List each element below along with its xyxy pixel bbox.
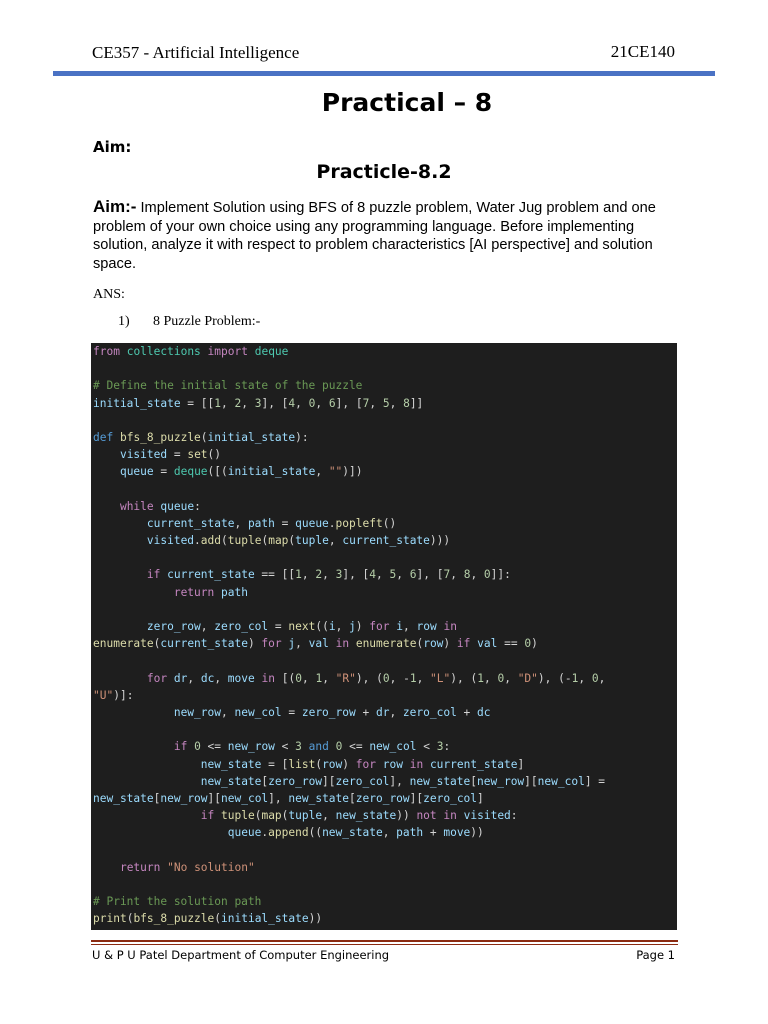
code-line: if current_state == [[1, 2, 3], [4, 5, 6], [7, 8, 0]]: (146, 568, 511, 582)
student-id: 21CE140 (610, 42, 675, 61)
code-line: queue = deque([(initial_state, "")]) (119, 465, 363, 479)
footer-divider-thin (91, 944, 678, 945)
code-line: def bfs_8_puzzle(initial_state): (93, 430, 309, 444)
code-line (93, 652, 675, 669)
code-line: "U")]: (93, 688, 134, 702)
aim-label: Aim:- (93, 197, 137, 216)
code-line: while queue: (119, 499, 201, 513)
practical-subtitle: Practicle-8.2 (316, 161, 452, 183)
code-line: new_row, new_col = zero_row + dr, zero_col + dc (173, 705, 491, 719)
code-line: new_state[new_row][new_col], new_state[zero_row][zero_col] (93, 791, 484, 805)
course-title: CE357 - Artificial Intelligence (92, 43, 300, 62)
aim-paragraph (93, 198, 673, 273)
code-line (93, 876, 675, 893)
list-item (118, 314, 260, 330)
aim-text: Implement Solution using BFS of 8 puzzle problem, Water Jug problem and one problem of your own choice using any programming language. Before implementing solution, analyze it with respect to problem characteristics [AI perspective] and solution space. (93, 200, 656, 272)
footer-department: U & P U Patel Department of Computer Engineering (92, 948, 390, 962)
code-line: enumerate(current_state) for j, val in enumerate(row) if val == 0) (93, 637, 538, 651)
code-line: if 0 <= new_row < 3 and 0 <= new_col < 3: (173, 740, 451, 754)
header-divider (53, 71, 715, 76)
code-line (93, 360, 675, 377)
list-item-number: 1) (118, 314, 130, 329)
code-line: zero_row, zero_col = next((i, j) for i, row in (146, 620, 457, 633)
code-line (93, 721, 675, 738)
aim-heading: Aim: (93, 138, 132, 156)
list-item-text: 8 Puzzle Problem:- (153, 314, 261, 329)
code-line: visited.add(tuple(map(tuple, current_state))) (146, 534, 451, 548)
code-line: print(bfs_8_puzzle(initial_state)) (93, 912, 323, 926)
code-line (93, 841, 675, 858)
answer-label: ANS: (93, 287, 125, 302)
code-line: current_state, path = queue.popleft() (146, 516, 397, 530)
code-line: initial_state = [[1, 2, 3], [4, 0, 6], [7, 5, 8]] (93, 396, 424, 410)
code-block (91, 343, 677, 930)
page-title: Practical – 8 (321, 88, 493, 117)
code-line (93, 481, 675, 498)
code-line (93, 549, 675, 566)
code-line: return path (173, 585, 248, 599)
code-line: from collections import deque (93, 345, 289, 358)
code-line (93, 412, 675, 429)
code-line: queue.append((new_state, path + move)) (227, 826, 484, 840)
code-line: new_state[zero_row][zero_col], new_state[new_row][new_col] = (200, 774, 606, 788)
code-line: return "No solution" (119, 860, 255, 874)
code-line: visited = set() (119, 448, 222, 462)
code-line: # Define the initial state of the puzzle (93, 379, 363, 393)
code-line: # Print the solution path (93, 895, 262, 908)
code-line (93, 601, 675, 618)
page-number: Page 1 (636, 948, 675, 962)
code-line: for dr, dc, move in [(0, 1, "R"), (0, -1, "L"), (1, 0, "D"), (-1, 0, (146, 671, 606, 685)
code-line: new_state = [list(row) for row in current_state] (200, 757, 525, 771)
footer-divider (91, 940, 678, 942)
code-line: if tuple(map(tuple, new_state)) not in visited: (200, 809, 518, 823)
